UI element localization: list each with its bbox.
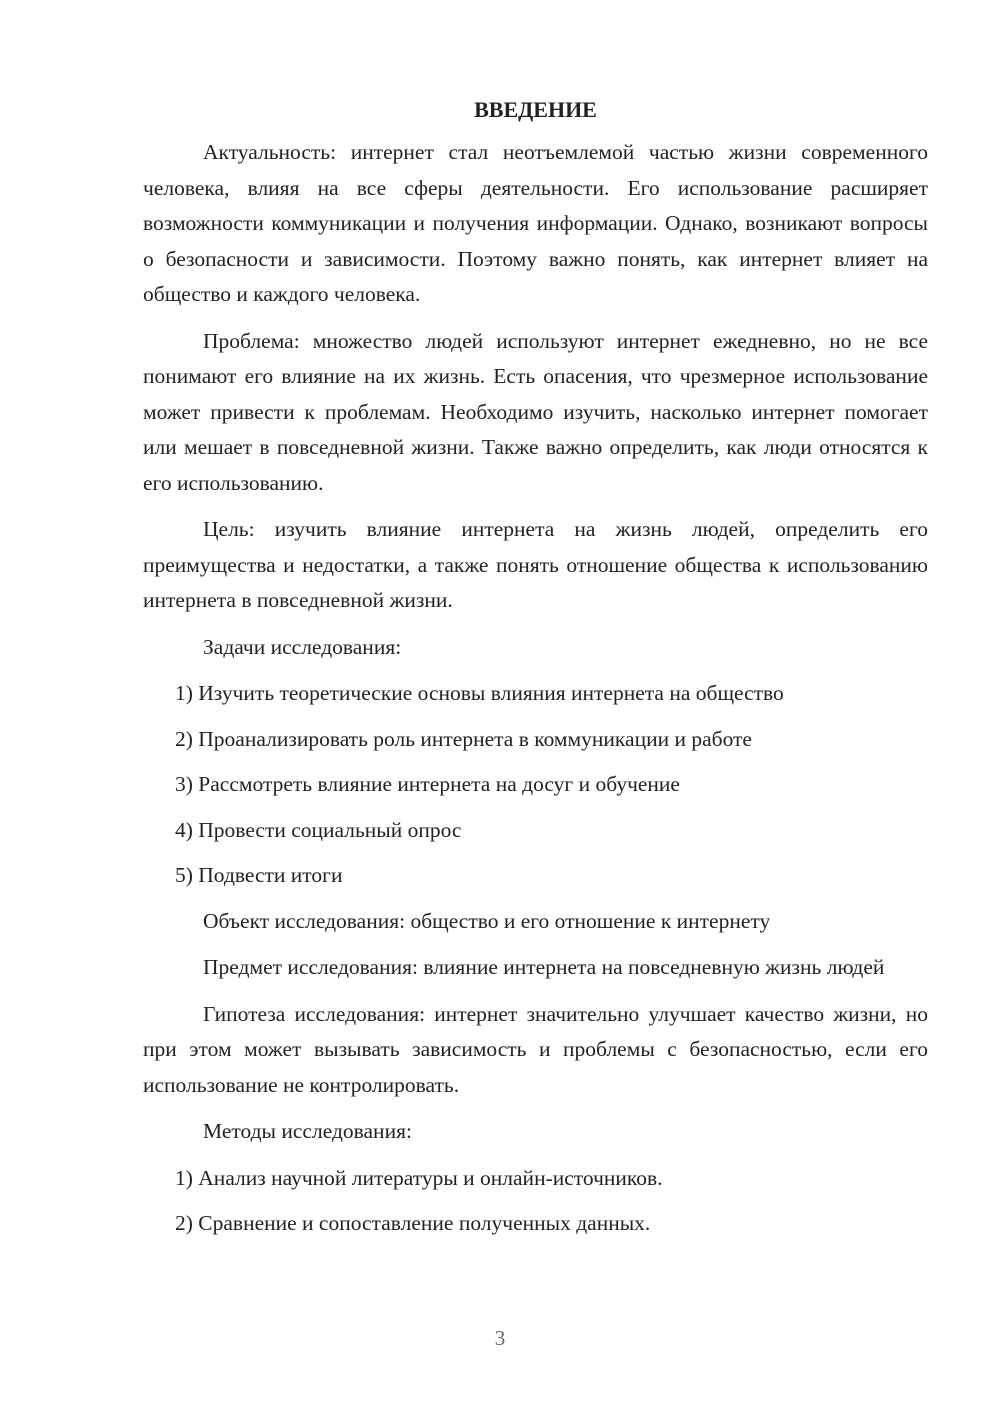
research-object: Объект исследования: общество и его отношение к интернету <box>203 908 771 933</box>
goal-paragraph: Цель: изучить влияние интернета на жизнь людей, определить его преимущества и недостатки, а также понять отношение общества к использованию интернета в повседневной жизни. <box>143 517 928 612</box>
task-item-3: 3) Рассмотреть влияние интернета на досуг и обучение <box>175 772 680 796</box>
page-number: 3 <box>494 1326 506 1350</box>
page-content <box>143 92 928 1252</box>
method-item-2: 2) Сравнение и сопоставление полученных данных. <box>175 1211 651 1235</box>
task-item-5: 5) Подвести итоги <box>175 863 343 887</box>
task-item-4: 4) Провести социальный опрос <box>175 817 462 842</box>
research-subject: Предмет исследования: влияние интернета на повседневную жизнь людей <box>203 955 885 979</box>
tasks-heading: Задачи исследования: <box>203 634 402 659</box>
relevance-paragraph: Актуальность: интернет стал неотъемлемой частью жизни современного человека, влияя на все сферы деятельности. Его использование расширяет возможности коммуникации и получения информации. Однако, возникают вопросы о безопасности и зависимости. Поэтому важно понять, как интернет влияет на общество и каждого человека. <box>143 140 928 306</box>
task-item-1: 1) Изучить теоретические основы влияния интернета на общество <box>175 681 784 705</box>
methods-heading: Методы исследования: <box>203 1119 412 1143</box>
problem-paragraph: Проблема: множество людей используют интернет ежедневно, но не все понимают его влияние на их жизнь. Есть опасения, что чрезмерное использование может привести к проблемам. Необходимо изучить, насколько интернет помогает или мешает в повседневной жизни. Также важно определить, как люди относятся к его использованию. <box>143 328 928 495</box>
section-title: ВВЕДЕНИЕ <box>474 97 597 122</box>
research-hypothesis: Гипотеза исследования: интернет значительно улучшает качество жизни, но при этом может вызывать зависимость и проблемы с безопасностью, если его использование не контролировать. <box>143 1001 928 1097</box>
task-item-2: 2) Проанализировать роль интернета в коммуникации и работе <box>175 726 752 751</box>
method-item-1: 1) Анализ научной литературы и онлайн-источников. <box>175 1165 663 1190</box>
